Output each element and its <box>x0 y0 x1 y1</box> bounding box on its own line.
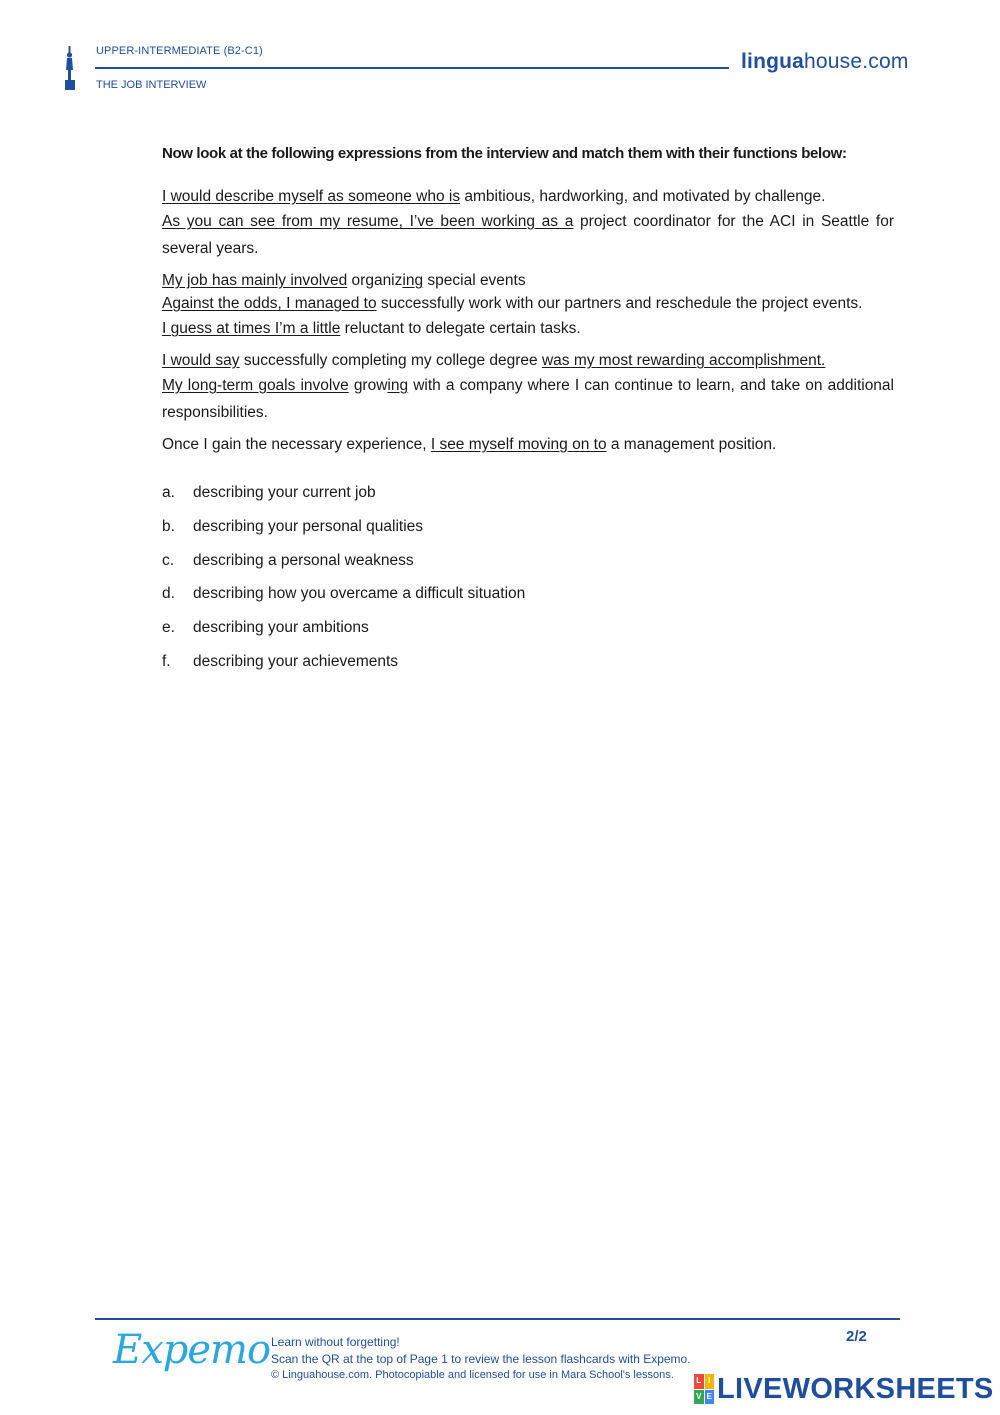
linguahouse-logo[interactable]: linguahouse.com <box>741 50 909 73</box>
expression-line: I would say successfully completing my college degree was my most rewarding accomplishment. <box>162 352 826 369</box>
expression-group <box>162 185 894 262</box>
option-item: f. describing your achievements <box>162 652 399 670</box>
option-item: d. describing how you overcame a difficult situation <box>162 585 526 603</box>
footer-text <box>271 1334 691 1384</box>
page-number: 2/2 <box>846 1328 867 1345</box>
liveworksheets-badge-icon: L I V E <box>694 1374 714 1404</box>
expression-line: I would describe myself as someone who is ambitious, hardworking, and motivated by challenge. <box>162 188 826 205</box>
expemo-logo[interactable]: Expemo <box>113 1327 271 1373</box>
function-options <box>162 481 894 684</box>
expression-line: My long-term goals involve growing with a company where I can continue to learn, and take on additional responsibilities. <box>162 377 894 421</box>
footer-divider <box>95 1318 900 1320</box>
liveworksheets-watermark[interactable]: L I V E LIVEWORKSHEETS <box>694 1373 994 1405</box>
header-divider <box>95 67 729 69</box>
expression-line: As you can see from my resume, I’ve been working as a project coordinator for the ACI in Seattle for several years. <box>162 213 895 257</box>
option-item: c. describing a personal weakness <box>162 551 414 569</box>
expression-group <box>162 433 894 456</box>
option-item: a. describing your current job <box>162 484 376 501</box>
instruction: Now look at the following expressions from the interview and match them with their functions below: <box>162 145 847 162</box>
footer-copyright: © Linguahouse.com. Photocopiable and licensed for use in Mara School's lessons. <box>271 1369 674 1381</box>
expression-line: Once I gain the necessary experience, I see myself moving on to a management position. <box>162 436 777 453</box>
lesson-topic: THE JOB INTERVIEW <box>96 79 207 91</box>
footer-tagline: Learn without forgetting! <box>271 1335 400 1349</box>
expression-line: I guess at times I’m a little reluctant to delegate certain tasks. <box>162 320 581 337</box>
expression-group <box>162 269 894 342</box>
statue-of-liberty-icon <box>62 46 78 90</box>
exercise <box>162 142 894 684</box>
option-item: e. describing your ambitions <box>162 619 369 637</box>
expression-line: Against the odds, I managed to successfully work with our partners and reschedule the project events. <box>162 295 863 312</box>
footer-scan-note: Scan the QR at the top of Page 1 to review the lesson flashcards with Expemo. <box>271 1351 691 1366</box>
expression-line: My job has mainly involved organizing special events <box>162 272 526 289</box>
course-level: UPPER-INTERMEDIATE (B2-C1) <box>96 45 263 57</box>
option-item: b. describing your personal qualities <box>162 517 424 535</box>
expression-group <box>162 349 894 426</box>
